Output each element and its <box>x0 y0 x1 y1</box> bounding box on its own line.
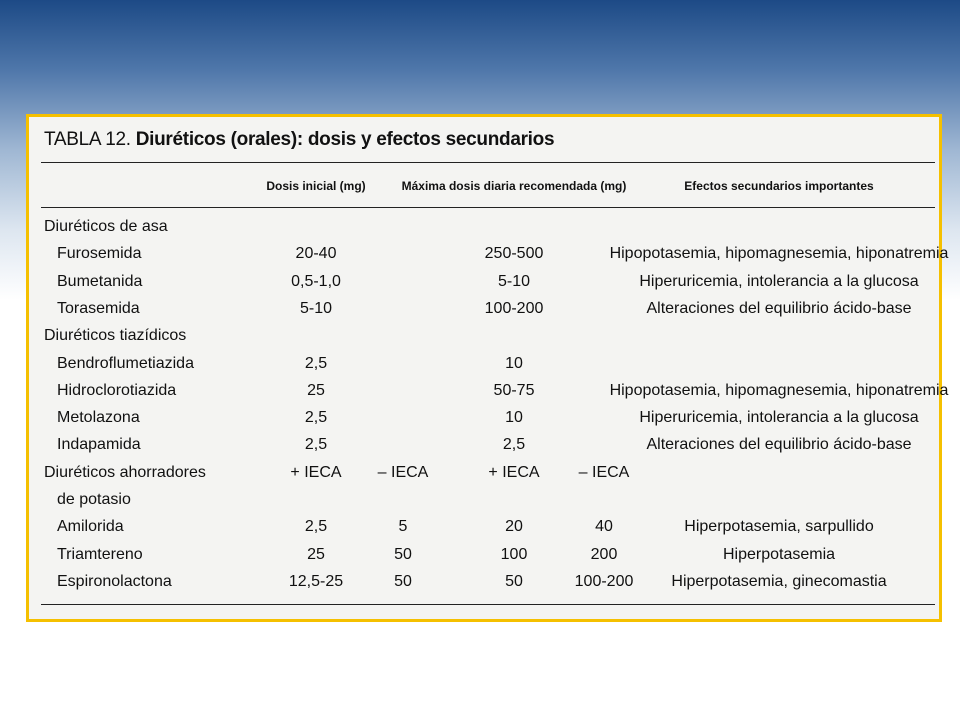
initial-dose-minus-cell: 50 <box>394 572 412 590</box>
initial-dose-cell: 2,5 <box>304 436 328 454</box>
subheader-max-plus: + IECA <box>488 463 540 481</box>
initial-dose-plus-cell: 2,5 <box>304 518 328 536</box>
max-dose-minus-cell: 40 <box>595 518 613 536</box>
initial-dose-plus-cell: 25 <box>307 545 325 563</box>
drug-name: Bumetanida <box>57 272 143 290</box>
header-initial-dose: Dosis inicial (mg) <box>266 179 366 193</box>
drug-name: Indapamida <box>57 436 141 454</box>
drug-name: Hidroclorotiazida <box>57 381 177 399</box>
side-effects-cell: Alteraciones del equilibrio ácido-base <box>646 299 912 317</box>
max-dose-plus-cell: 20 <box>505 518 523 536</box>
max-dose-cell: 10 <box>505 354 523 372</box>
drug-name: Furosemida <box>57 245 142 263</box>
max-dose-cell: 5-10 <box>497 272 531 290</box>
table-title-main: Diuréticos (orales): dosis y efectos secundarios <box>135 129 555 150</box>
side-effects-cell: Hipopotasemia, hipomagnesemia, hiponatremia <box>609 381 949 399</box>
header-rule <box>41 207 935 208</box>
group-label-thiazide: Diuréticos tiazídicos <box>44 327 187 345</box>
header-side-effects: Efectos secundarios importantes <box>684 179 874 193</box>
side-effects-cell: Hiperpotasemia <box>722 545 836 563</box>
subheader-max-minus: – IECA <box>578 463 630 481</box>
subheader-initial-minus: – IECA <box>377 463 429 481</box>
group-label-sparing: Diuréticos ahorradores <box>44 463 206 481</box>
max-dose-cell: 10 <box>505 409 523 427</box>
subheader-initial-plus: + IECA <box>290 463 342 481</box>
group-label-sparing-cont: de potasio <box>57 491 131 508</box>
initial-dose-plus-cell: 12,5-25 <box>288 572 344 590</box>
side-effects-cell: Hiperpotasemia, ginecomastia <box>671 572 887 590</box>
side-effects-cell: Hipopotasemia, hipomagnesemia, hiponatremia <box>609 245 949 263</box>
initial-dose-minus-cell: 5 <box>398 518 408 536</box>
drug-name: Espironolactona <box>57 572 172 590</box>
initial-dose-cell: 20-40 <box>295 245 337 263</box>
top-rule <box>41 162 935 163</box>
side-effects-cell: Hiperuricemia, intolerancia a la glucosa <box>639 409 919 427</box>
drug-name: Metolazona <box>57 409 140 427</box>
table-frame <box>26 114 949 622</box>
table-title-prefix: TABLA 12. <box>44 129 136 150</box>
max-dose-minus-cell: 200 <box>590 545 618 563</box>
table-title <box>44 129 554 151</box>
drug-name: Triamtereno <box>57 545 143 563</box>
group-label-loop: Diuréticos de asa <box>44 218 168 235</box>
side-effects-cell: Hiperuricemia, intolerancia a la glucosa <box>639 272 919 290</box>
initial-dose-minus-cell: 50 <box>394 545 412 563</box>
max-dose-plus-cell: 50 <box>505 572 523 590</box>
initial-dose-cell: 25 <box>307 381 325 399</box>
initial-dose-cell: 0,5-1,0 <box>291 272 341 290</box>
side-effects-cell: Hiperpotasemia, sarpullido <box>684 518 874 536</box>
drug-name: Torasemida <box>57 299 140 317</box>
max-dose-cell: 100-200 <box>484 299 544 317</box>
initial-dose-cell: 2,5 <box>304 409 328 427</box>
max-dose-plus-cell: 100 <box>500 545 528 563</box>
bottom-rule <box>41 604 935 605</box>
initial-dose-cell: 5-10 <box>299 299 333 317</box>
max-dose-cell: 50-75 <box>493 381 535 399</box>
max-dose-cell: 250-500 <box>484 245 544 263</box>
drug-name: Amilorida <box>57 518 124 536</box>
max-dose-cell: 2,5 <box>502 436 526 454</box>
max-dose-minus-cell: 100-200 <box>574 572 634 590</box>
side-effects-cell: Alteraciones del equilibrio ácido-base <box>646 436 912 454</box>
initial-dose-cell: 2,5 <box>304 354 328 372</box>
header-max-dose: Máxima dosis diaria recomendada (mg) <box>401 179 627 193</box>
drug-name: Bendroflumetiazida <box>57 354 194 372</box>
